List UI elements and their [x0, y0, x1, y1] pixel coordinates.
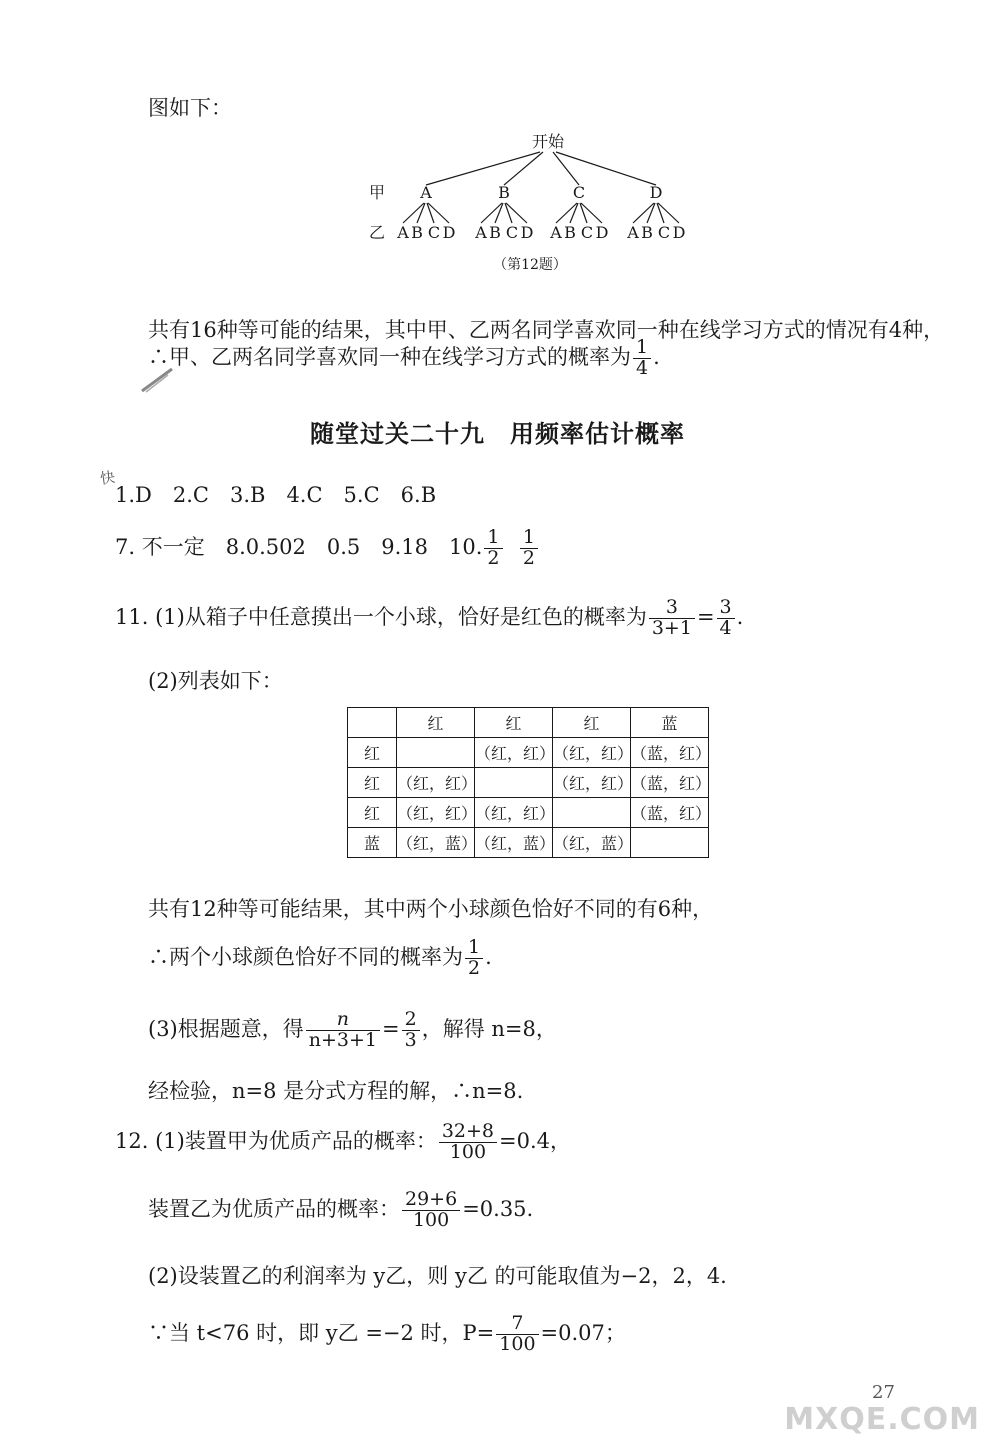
intro-text: 图如下： — [148, 96, 232, 120]
page-number: 27 — [872, 1382, 895, 1403]
tree-node-a: A — [420, 183, 432, 202]
table-cell: 红 — [348, 768, 397, 798]
answers-line-2 — [115, 528, 540, 569]
fraction-denominator: n+3+1 — [308, 1028, 378, 1051]
q11-text: (3)根据题意，得 — [148, 1016, 304, 1041]
table-cell: （红，蓝） — [553, 828, 631, 858]
fraction-numerator: 3 — [649, 598, 695, 619]
tree-leaves-c — [549, 223, 608, 242]
q12-line-1 — [115, 1122, 571, 1163]
table-cell: （蓝，红） — [631, 738, 709, 768]
table-cell — [348, 708, 397, 738]
fraction-numerator: 1 — [465, 938, 483, 959]
section-title: 随堂过关二十九 用频率估计概率 — [310, 420, 685, 448]
fraction-denominator: 100 — [449, 1140, 487, 1163]
fraction-numerator: 29+6 — [402, 1190, 460, 1211]
q12-value: =0.35. — [462, 1196, 534, 1221]
tree-row-label-b: 乙 — [368, 223, 386, 242]
period: . — [485, 944, 492, 969]
q11-part1 — [115, 598, 743, 639]
fraction — [520, 528, 538, 569]
q12-line-2 — [148, 1190, 533, 1231]
tree-node-c: C — [572, 183, 586, 202]
q12-value: =0.4， — [499, 1128, 572, 1153]
fraction — [496, 1314, 538, 1355]
table-cell: （红，红） — [475, 798, 553, 828]
conclusion-line-2 — [148, 338, 660, 379]
tree-leaf: B — [489, 223, 501, 242]
tree-leaf: C — [427, 223, 441, 242]
fraction — [306, 1010, 380, 1051]
table-cell — [631, 828, 709, 858]
table-cell: （红，红） — [553, 738, 631, 768]
tree-leaves-a — [396, 223, 455, 242]
tree-edges-level2 — [403, 203, 679, 223]
q11-text: ∴两个小球颜色恰好不同的概率为 — [148, 944, 463, 969]
fraction-denominator: 2 — [468, 956, 481, 979]
margin-note: 快 — [98, 468, 117, 488]
fraction-numerator: n — [306, 1010, 380, 1031]
table-cell: （红，红） — [397, 768, 475, 798]
fraction — [402, 1190, 460, 1231]
table-cell: 红 — [553, 708, 631, 738]
fraction-denominator: 3+1 — [651, 616, 692, 639]
fraction — [649, 598, 695, 639]
q11-result-2 — [148, 938, 492, 979]
table-cell: （红，蓝） — [397, 828, 475, 858]
tree-leaf: C — [657, 223, 671, 242]
fraction — [484, 528, 502, 569]
table-cell: （红，红） — [397, 798, 475, 828]
tree-leaf: D — [520, 223, 534, 242]
q11-part3 — [148, 1010, 557, 1051]
table-header-row — [348, 708, 709, 738]
tree-leaf: D — [672, 223, 686, 242]
table-cell — [553, 798, 631, 828]
fraction-denominator: 3 — [404, 1028, 417, 1051]
table-cell: （红，蓝） — [475, 828, 553, 858]
tree-leaf: C — [580, 223, 594, 242]
table-cell: （蓝，红） — [631, 798, 709, 828]
tree-diagram — [350, 128, 710, 273]
equals-sign: = — [696, 604, 715, 629]
fraction-denominator: 100 — [499, 1332, 536, 1355]
fraction-numerator: 1 — [520, 528, 538, 549]
tree-leaf: B — [564, 223, 576, 242]
q11-check: 经检验，n=8 是分式方程的解，∴n=8. — [148, 1079, 524, 1103]
q12-text: 12. (1)装置甲为优质产品的概率： — [115, 1128, 437, 1153]
fraction-denominator: 4 — [719, 616, 732, 639]
conclusion-line-1: 共有16种等可能的结果，其中甲、乙两名同学喜欢同一种在线学习方式的情况有4种， — [148, 318, 945, 342]
table-cell: 红 — [348, 798, 397, 828]
tree-leaf: A — [397, 223, 409, 242]
fraction — [717, 598, 735, 639]
tree-leaf: A — [550, 223, 562, 242]
tree-row-label-a: 甲 — [368, 183, 386, 202]
answers-text: 7. 不一定 8.0.502 0.5 9.18 10. — [115, 534, 483, 559]
tree-leaves-d — [626, 223, 685, 242]
watermark-text: MXQE.COM — [784, 1402, 980, 1437]
fraction-numerator: 3 — [717, 598, 735, 619]
pencil-mark — [138, 365, 178, 395]
table-cell: （红，红） — [475, 738, 553, 768]
fraction-numerator: 32+8 — [439, 1122, 497, 1143]
table-row — [348, 768, 709, 798]
fraction-numerator: 1 — [484, 528, 502, 549]
q12-line-4 — [148, 1314, 626, 1355]
table-cell: 蓝 — [348, 828, 397, 858]
tree-edges-level1 — [426, 152, 656, 185]
tree-root: 开始 — [531, 132, 565, 151]
fraction — [465, 938, 483, 979]
tree-leaf: D — [442, 223, 456, 242]
q11-text: 11. (1)从箱子中任意摸出一个小球，恰好是红色的概率为 — [115, 604, 647, 629]
tree-node-b: B — [498, 183, 510, 202]
table-cell: 红 — [475, 708, 553, 738]
table-row — [348, 798, 709, 828]
fraction-denominator: 100 — [412, 1208, 450, 1231]
q12-text: ∵当 t<76 时，即 y乙 =−2 时，P= — [148, 1320, 495, 1345]
q11-result-1: 共有12种等可能结果，其中两个小球颜色恰好不同的有6种， — [148, 897, 714, 921]
table-row — [348, 738, 709, 768]
tree-leaf: B — [411, 223, 423, 242]
conclusion-period: . — [653, 344, 660, 369]
table-cell — [475, 768, 553, 798]
tree-leaf: C — [505, 223, 519, 242]
answers-line-1: 1.D 2.C 3.B 4.C 5.C 6.B — [115, 483, 437, 507]
tree-node-d: D — [649, 183, 663, 202]
table-cell: （蓝，红） — [631, 768, 709, 798]
table-row — [348, 828, 709, 858]
tree-leaf: D — [595, 223, 609, 242]
fraction-numerator: 1 — [633, 338, 651, 359]
fraction-denominator: 4 — [636, 356, 649, 379]
tree-leaf: A — [627, 223, 639, 242]
table-cell: 蓝 — [631, 708, 709, 738]
fraction-numerator: 7 — [496, 1314, 538, 1335]
tree-caption: （第12题） — [493, 257, 567, 273]
q11-part2: (2)列表如下： — [148, 669, 283, 693]
period: . — [736, 604, 744, 629]
tree-leaves-b — [474, 223, 533, 242]
conclusion-text: ∴甲、乙两名同学喜欢同一种在线学习方式的概率为 — [148, 344, 631, 369]
fraction — [633, 338, 651, 379]
equals-sign: = — [382, 1016, 400, 1041]
q11-solution: ，解得 n=8， — [421, 1016, 557, 1041]
table-cell: 红 — [397, 708, 475, 738]
tree-leaf: B — [641, 223, 653, 242]
fraction-denominator: 2 — [522, 546, 535, 569]
fraction-numerator: 2 — [402, 1010, 420, 1031]
q12-value: =0.07； — [540, 1320, 626, 1345]
table-cell — [397, 738, 475, 768]
tree-leaf: A — [475, 223, 487, 242]
q12-text: 装置乙为优质产品的概率： — [148, 1196, 400, 1221]
fraction — [402, 1010, 420, 1051]
fraction-denominator: 2 — [487, 546, 500, 569]
outcome-table — [347, 707, 712, 858]
table-cell: （红，红） — [553, 768, 631, 798]
q12-line-3: (2)设装置乙的利润率为 y乙，则 y乙 的可能取值为−2，2，4. — [148, 1264, 727, 1288]
fraction — [439, 1122, 497, 1163]
table-cell: 红 — [348, 738, 397, 768]
